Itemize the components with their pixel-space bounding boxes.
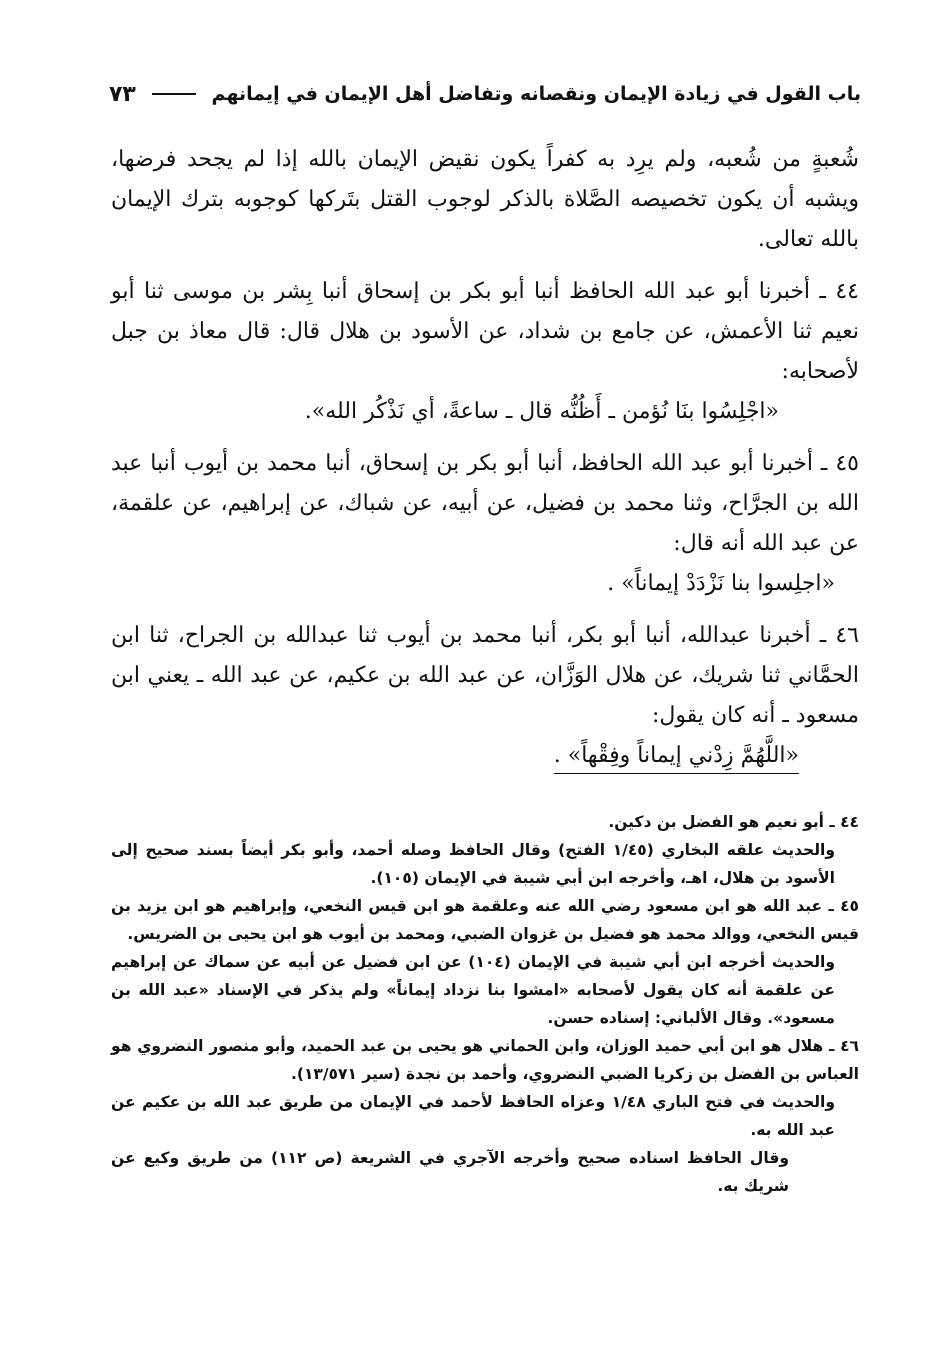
footnote-44: ٤٤ ـ أبو نعيم هو الفضل بن دكين.: [608, 813, 859, 831]
footnote-46-detail: والحديث في فتح الباري ١/٤٨ وعزاه الحافظ لأحمد في الإيمان من طريق عبد الله بن عكيم عن عبد الله به.: [111, 1093, 836, 1139]
running-header: [109, 76, 861, 112]
footnote-46-note: وقال الحافظ اسناده صحيح وأخرجه الآجري في الشريعة (ص ١١٢) من طريق وكيع عن شريك به.: [111, 1149, 789, 1195]
header-rule: [152, 93, 196, 95]
footnote-44-detail: والحديث علقه البخاري (١/٤٥ الفتح) وقال الحافظ وصله أحمد، وأبو بكر أيضاً بسند صحيح إلى الأسود بن هلال، اهـ، وأخرجه ابن أبي شيبة في الإيمان (١٠٥).: [111, 841, 836, 887]
page-number: ٧٣: [109, 81, 136, 107]
footnotes: [111, 808, 859, 1200]
main-text: [111, 140, 859, 786]
hadith-44-matn: «اجْلِسُوا بنَا نُؤمن ـ أَظُنُّه قال ـ ساعةً، أي نَذْكُر الله».: [304, 399, 779, 424]
hadith-44-isnad: ٤٤ ـ أخبرنا أبو عبد الله الحافظ أنبا أبو بكر بن إسحاق أنبا بِشر بن موسى ثنا أبو نعيم ثنا الأعمش، عن جامع بن شداد، عن الأسود بن هلال قال: قال معاذ بن جبل لأصحابه:: [111, 279, 859, 384]
footnote-45-detail: والحديث أخرجه ابن أبي شيبة في الإيمان (١٠٤) عن ابن فضيل عن أبيه عن سماك عن إبراهيم عن علقمة أنه كان يقول لأصحابه «امشوا بنا نزداد إيماناً» ولم يذكر في الإسناد «عبد الله بن مسعود». وقال الألباني: إسناده حسن.: [111, 953, 835, 1027]
footnote-46: ٤٦ ـ هلال هو ابن أبي حميد الوزان، وابن الحماني هو يحيى بن عبد الحميد، وأبو منصور النضروي هو العباس بن الفضل بن زكريا الضبي النضروي، وأحمد بن نجدة (سير ١٣/٥٧١).: [111, 1037, 859, 1083]
chapter-title: باب القول في زيادة الإيمان ونقصانه وتفاضل أهل الإيمان في إيمانهم: [211, 83, 861, 105]
hadith-46-matn: «اللَّهُمَّ زِدْني إيماناً وفِقْهاً» .: [554, 739, 799, 774]
footnote-45: ٤٥ ـ عبد الله هو ابن مسعود رضي الله عنه وعلقمة هو ابن قيس النخعي، وإبراهيم هو ابن يزيد بن قيس النخعي، ووالد محمد هو فضيل بن غزوان الضبي، ومحمد بن أيوب هو ابن يحيى بن الضريس.: [111, 897, 859, 943]
hadith-46-isnad: ٤٦ ـ أخبرنا عبدالله، أنبا أبو بكر، أنبا محمد بن أيوب ثنا عبدالله بن الجراح، ثنا ابن الحمَّاني ثنا شريك، عن هلال الوَزَّان، عن عبد الله بن عكيم، عن عبد الله ـ يعني ابن مسعود ـ أنه كان يقول:: [111, 623, 859, 728]
intro-paragraph: شُعبةٍ من شُعبه، ولم يرِد به كفراً يكون نقيض الإيمان بالله إذا لم يجحد فرضها، ويشبه أن يكون تخصيصه الصَّلاة بالذكر لوجوب القتل بتَركها كوجوبه بترك الإيمان بالله تعالى.: [111, 147, 859, 252]
hadith-45-matn: «اجلِسوا بنا نَزْدَدْ إيماناً» .: [607, 571, 835, 596]
hadith-45-isnad: ٤٥ ـ أخبرنا أبو عبد الله الحافظ، أنبا أبو بكر بن إسحاق، أنبا محمد بن أيوب أنبا عبد الله بن الجرَّاح، وثنا محمد بن فضيل، عن أبيه، عن شباك، عن إبراهيم، عن علقمة، عن عبد الله أنه قال:: [111, 451, 859, 556]
